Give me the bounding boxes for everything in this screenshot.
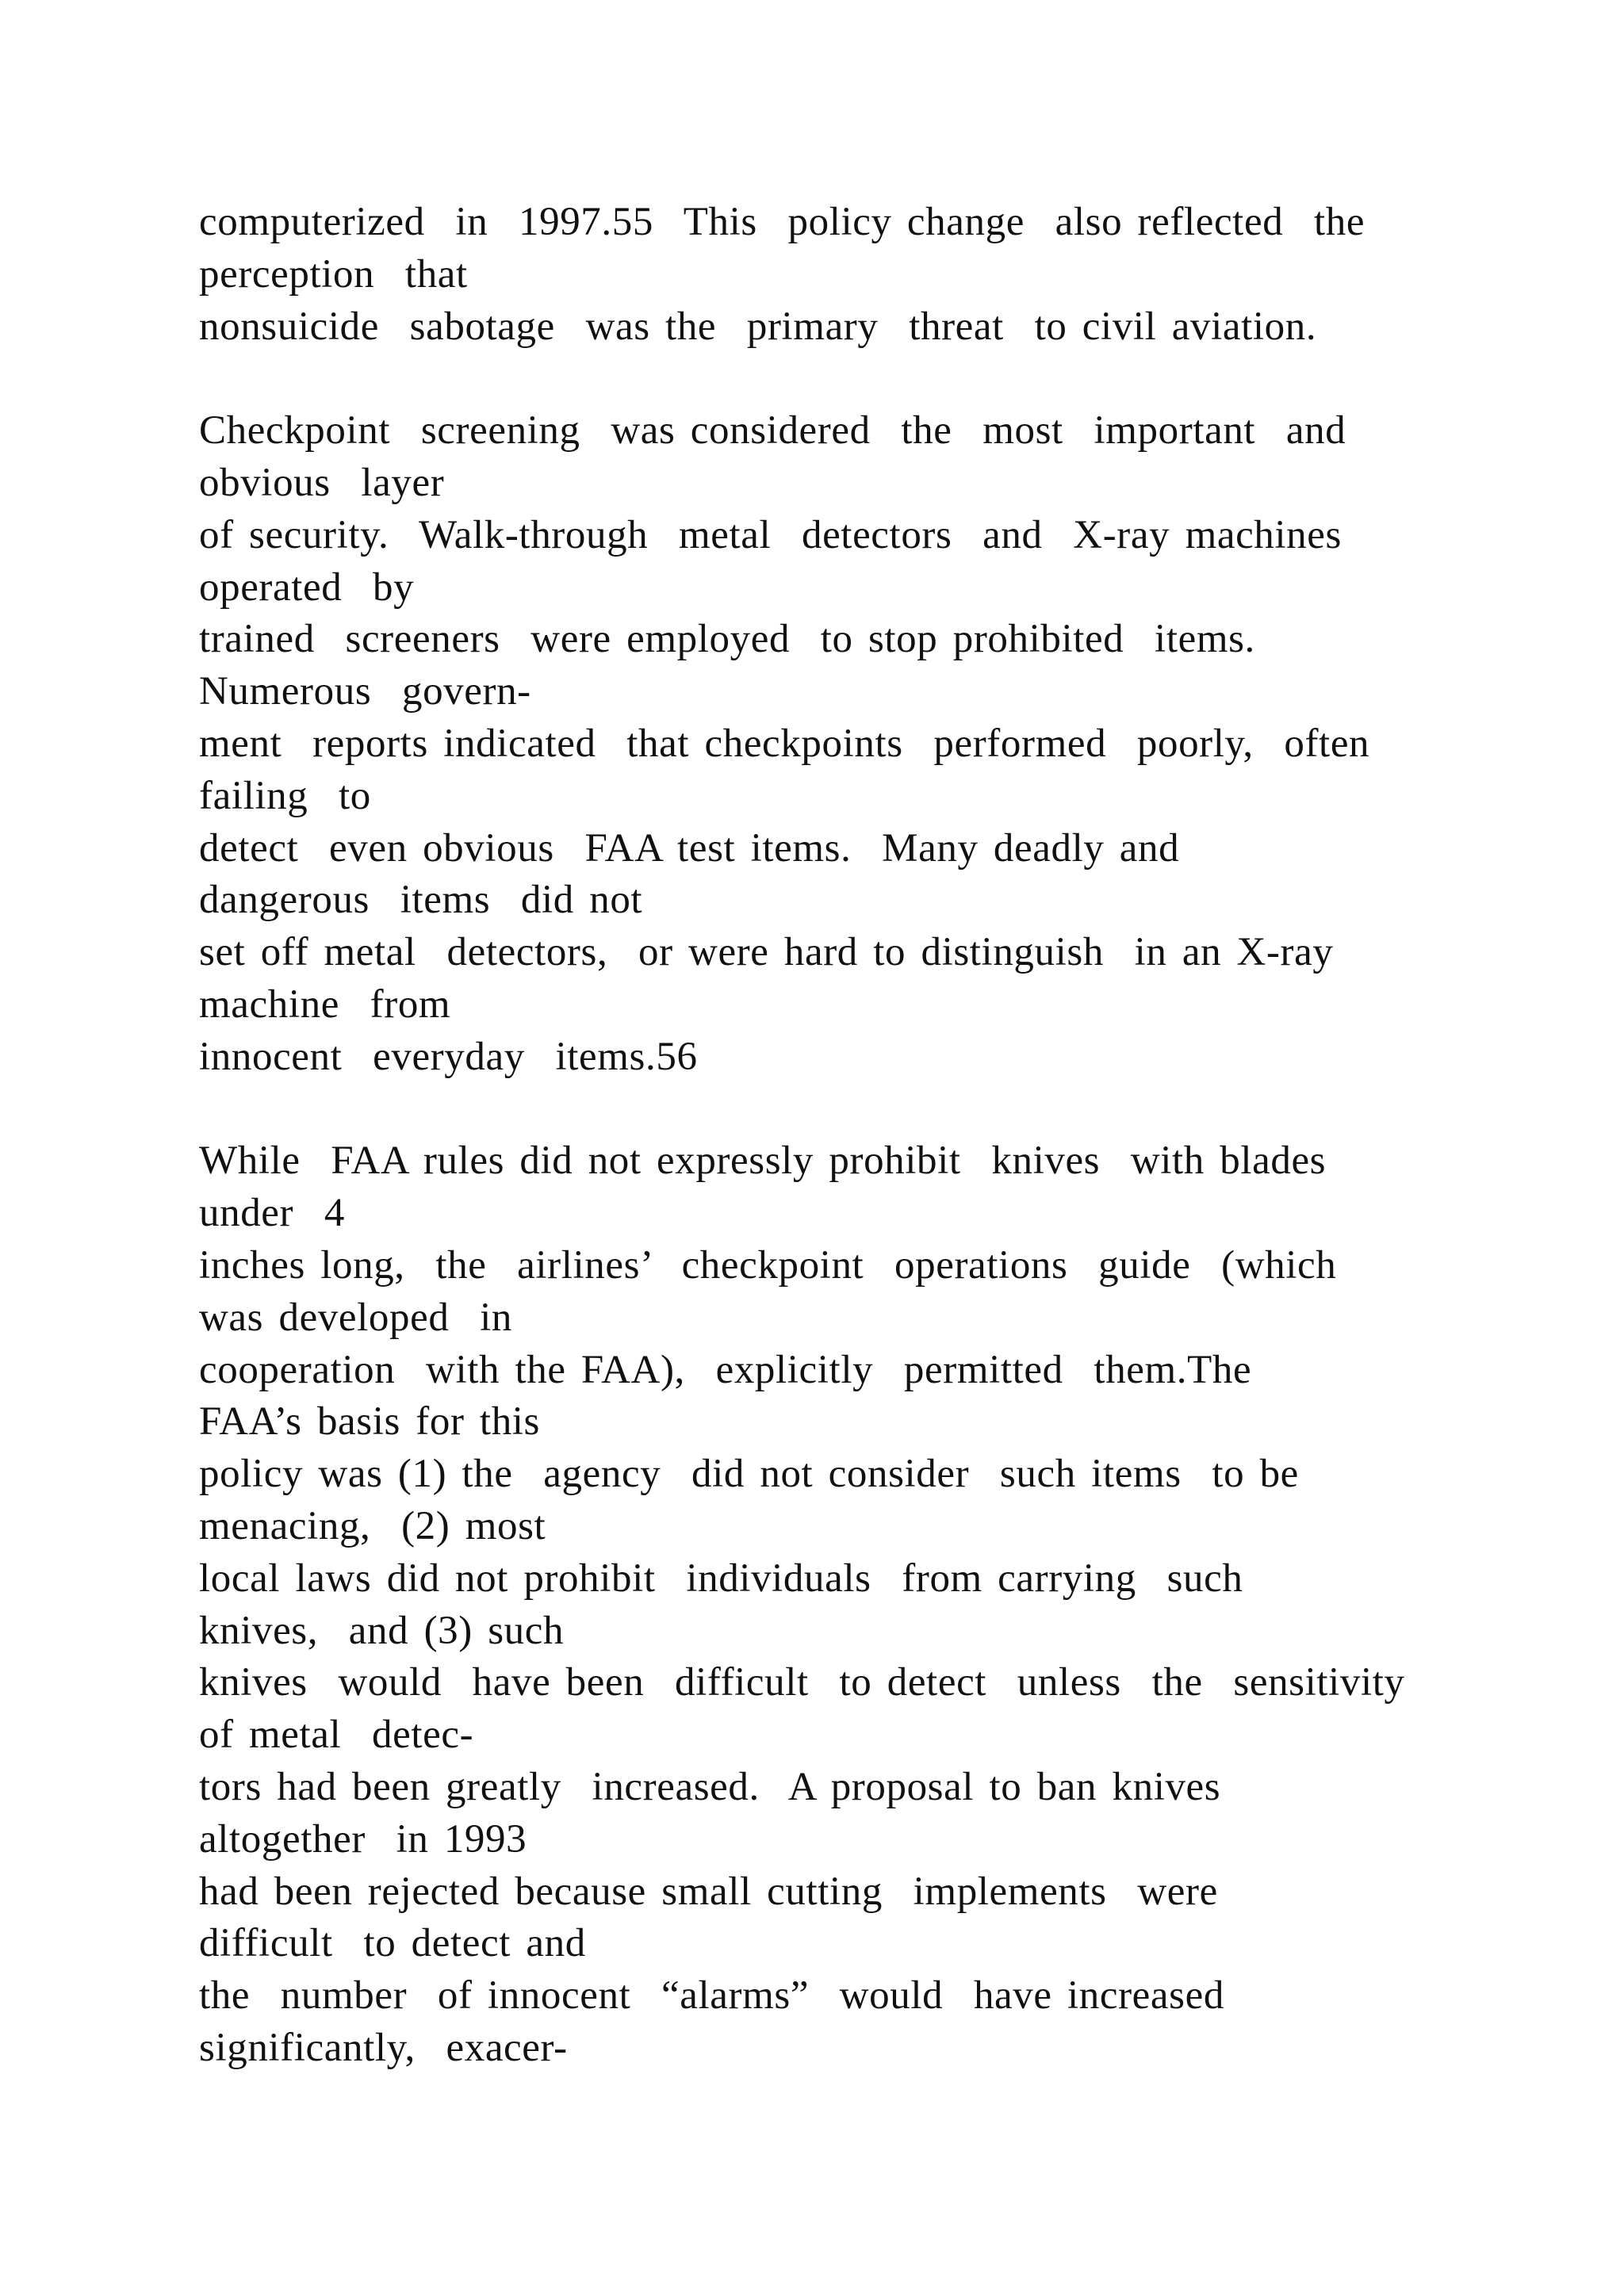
text-line: difficult to detect and <box>199 1921 586 1966</box>
text-line: ment reports indicated that checkpoints performed poorly, often <box>199 721 1370 766</box>
text-line: set off metal detectors, or were hard to distinguish in an X-ray <box>199 930 1334 975</box>
text-line: computerized in 1997.55 This policy change also reflected the <box>199 200 1365 244</box>
text-line: Numerous govern- <box>199 669 531 714</box>
text-line: menacing, (2) most <box>199 1503 546 1548</box>
text-line: inches long, the airlines’ checkpoint operations guide (which <box>199 1242 1337 1288</box>
text-line: policy was (1) the agency did not consider such items to be <box>199 1452 1299 1497</box>
text-line: machine from <box>199 982 451 1027</box>
text-line: trained screeners were employed to stop prohibited items. <box>199 617 1255 662</box>
text-line: failing to <box>199 773 371 818</box>
text-line: dangerous items did not <box>199 878 643 923</box>
text-line: cooperation with the FAA), explicitly permitted them.The <box>199 1347 1252 1392</box>
text-line: the number of innocent “alarms” would have increased <box>199 1973 1224 2019</box>
text-line: under 4 <box>199 1191 345 1236</box>
text-line: was developed in <box>199 1295 513 1340</box>
text-line: While FAA rules did not expressly prohibit knives with blades <box>199 1138 1327 1184</box>
text-line: FAA’s basis for this <box>199 1399 541 1445</box>
text-line: obvious layer <box>199 460 445 505</box>
text-line: knives, and (3) such <box>199 1608 565 1653</box>
text-line: perception that <box>199 251 468 297</box>
text-line: had been rejected because small cutting implements were <box>199 1869 1218 1914</box>
text-line: operated by <box>199 564 415 610</box>
paragraph-gap <box>199 1084 1531 1136</box>
text-line: of metal detec- <box>199 1712 474 1758</box>
text-line: innocent everyday items.56 <box>199 1034 698 1079</box>
text-line: nonsuicide sabotage was the primary threat to civil aviation. <box>199 304 1317 349</box>
text-line: Checkpoint screening was considered the most important and <box>199 408 1346 453</box>
text-line: knives would have been difficult to detect unless the sensitivity <box>199 1660 1405 1705</box>
text-line: altogether in 1993 <box>199 1816 527 1862</box>
paragraph-gap <box>199 353 1531 405</box>
text-line: tors had been greatly increased. A proposal to ban knives <box>199 1764 1221 1809</box>
body-text <box>199 197 1531 2075</box>
text-line: detect even obvious FAA test items. Many deadly and <box>199 825 1180 871</box>
text-line: local laws did not prohibit individuals from carrying such <box>199 1556 1243 1601</box>
text-line: of security. Walk-through metal detectors and X-ray machines <box>199 512 1342 557</box>
text-line: significantly, exacer- <box>199 2025 568 2070</box>
